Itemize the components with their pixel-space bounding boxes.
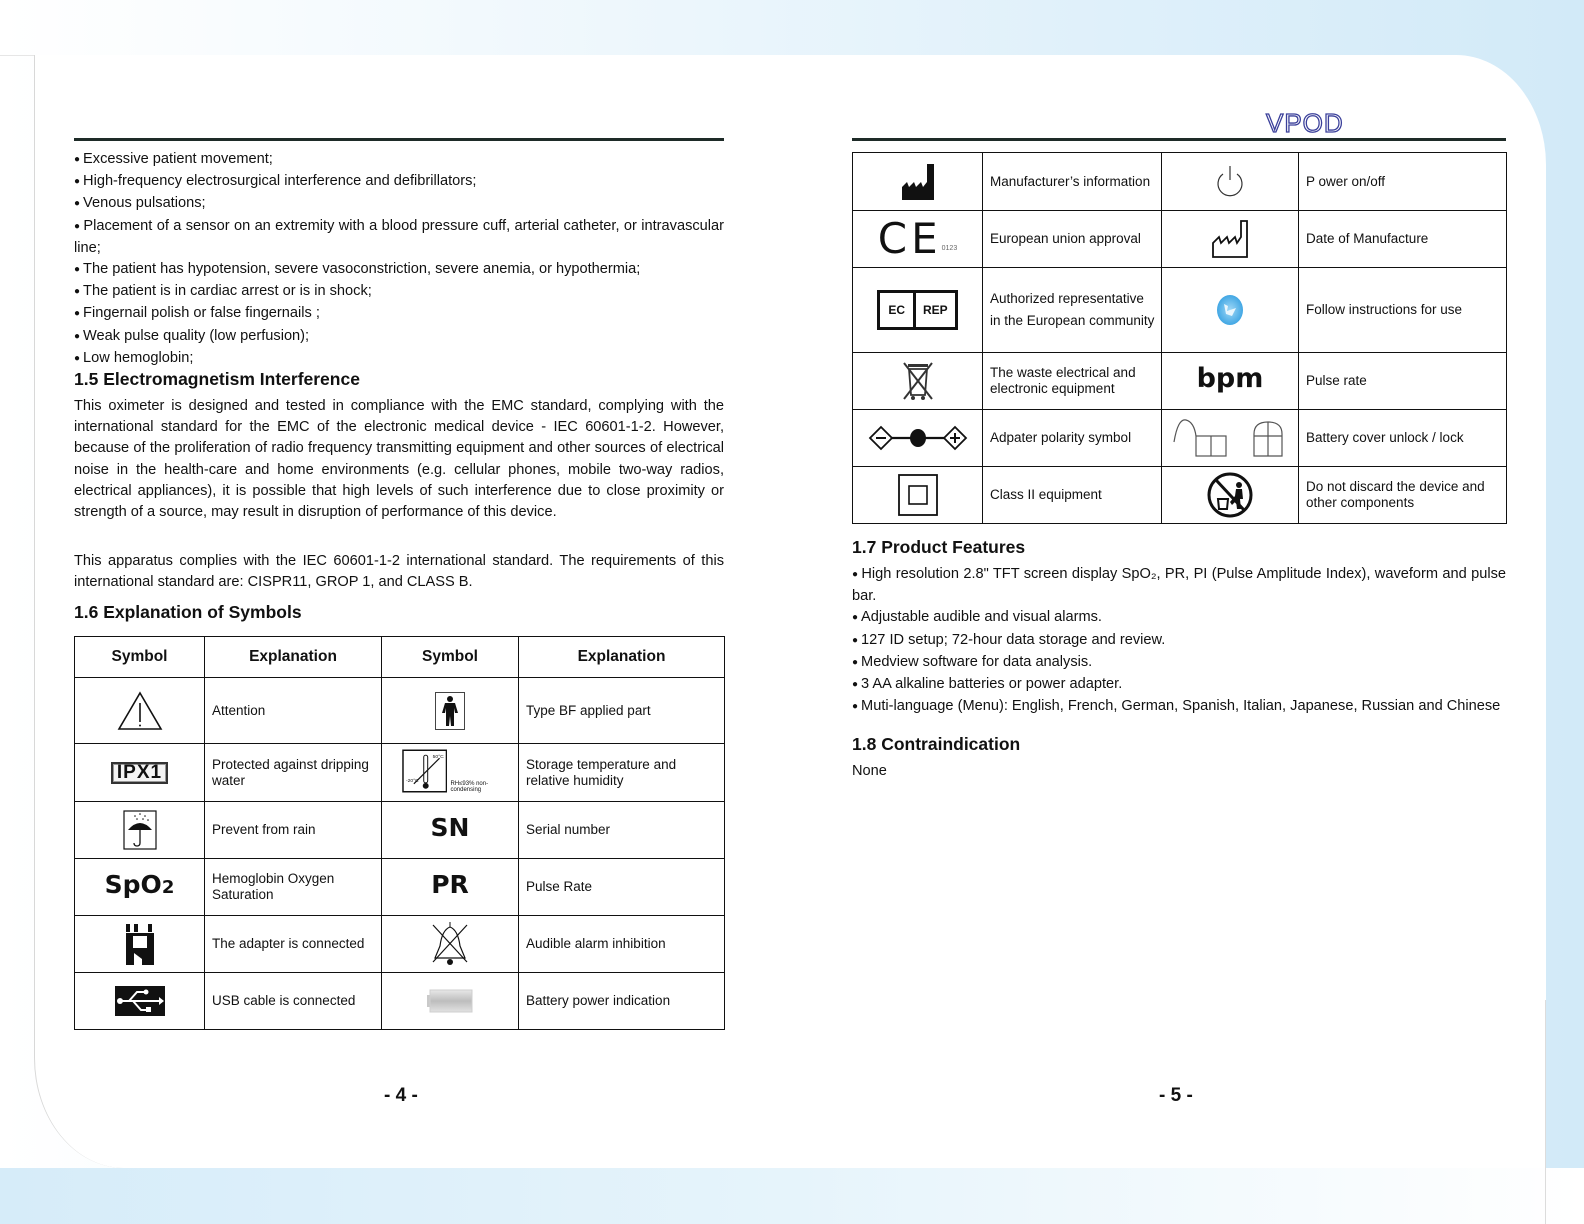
contraindication-text: None <box>852 763 887 779</box>
explanation-text: Adpater polarity symbol <box>983 410 1162 467</box>
list-item: ● Medview software for data analysis. <box>852 652 1506 674</box>
explanation-text: Battery cover unlock / lock <box>1299 410 1507 467</box>
date-of-manufacture-icon <box>1211 231 1249 246</box>
list-item: ● Fingernail polish or false fingernails ; <box>74 303 724 325</box>
explanation-text: Authorized representative in the European community <box>983 268 1162 353</box>
storage-temperature-humidity-icon <box>402 749 518 793</box>
sheet-edge <box>0 55 34 56</box>
explanation-text: P ower on/off <box>1299 153 1507 211</box>
explanation-text: Battery power indication <box>519 973 725 1030</box>
sheet-edge <box>1545 1000 1546 1224</box>
explanation-text: Pulse Rate <box>519 859 725 916</box>
explanation-text: European union approval <box>983 211 1162 268</box>
table-row <box>853 268 1507 353</box>
column-header: Explanation <box>205 637 382 678</box>
column-header: Explanation <box>519 637 725 678</box>
alarm-inhibition-bell-icon <box>430 936 470 951</box>
do-not-discard-icon <box>1206 487 1254 502</box>
explanation-text: Manufacturer’s information <box>983 153 1162 211</box>
table-row <box>853 467 1507 524</box>
vpod-logo: VPOD <box>1266 108 1344 138</box>
explanation-text: Type BF applied part <box>519 678 725 744</box>
power-icon <box>1214 173 1246 188</box>
serial-number-icon: SN <box>430 813 470 842</box>
list-item: ● Excessive patient movement; <box>74 149 724 171</box>
explanation-text: Storage temperature and relative humidity <box>519 744 725 802</box>
table-row <box>853 410 1507 467</box>
ipx1-icon: IPX1 <box>111 762 168 784</box>
symbols-table-left <box>74 636 725 1030</box>
list-item: ● Muti-language (Menu): English, French, German, Spanish, Italian, Japanese, Russian and Chinese <box>852 696 1506 718</box>
adapter-connected-icon <box>124 936 156 951</box>
list-item: ● High-frequency electrosurgical interference and defibrillators; <box>74 171 724 193</box>
section-heading-1-8: 1.8 Contraindication <box>852 734 1021 754</box>
page-number-right: - 5 - <box>1159 1085 1193 1106</box>
explanation-text: Protected against dripping water <box>205 744 382 802</box>
emc-paragraph: This oximeter is designed and tested in compliance with the EMC standard, complying with the international standard for the EMC of the electronic medical device - IEC 60601-1-2. However, because of the proliferation of radio frequency transmitting equipment and other sources of electrical noise in the health-care and home environments (e.g. cellular phones, mobile two-way radios, electrical appliances), it is possible that high levels of such interference due to close proximity or strength of a source, may result in disruption of performance of this device. <box>74 398 724 521</box>
ce-mark-icon: CE 0123 <box>877 214 958 263</box>
follow-instructions-icon <box>1215 302 1245 317</box>
list-item: ● Venous pulsations; <box>74 193 724 215</box>
list-item: ● Placement of a sensor on an extremity with a blood pressure cuff, arterial catheter, or intravascular line; <box>74 216 724 259</box>
explanation-text: Hemoglobin Oxygen Saturation <box>205 859 382 916</box>
explanation-text: Follow instructions for use <box>1299 268 1507 353</box>
list-item: ● 3 AA alkaline batteries or power adapter. <box>852 674 1506 696</box>
explanation-text: Serial number <box>519 802 725 859</box>
humidity-label: RH≤93% non-condensing <box>450 780 489 793</box>
explanation-text: Pulse rate <box>1299 353 1507 410</box>
table-row <box>853 153 1507 211</box>
table-row <box>75 678 725 744</box>
explanation-text: Attention <box>205 678 382 744</box>
explanation-text: USB cable is connected <box>205 973 382 1030</box>
svg-text:-20°C: -20°C <box>405 778 419 784</box>
column-header: Symbol <box>75 637 205 678</box>
table-header-row <box>75 637 725 678</box>
section-heading-1-6: 1.6 Explanation of Symbols <box>74 602 302 622</box>
list-item: ● Adjustable audible and visual alarms. <box>852 607 1506 629</box>
manufacturer-factory-icon <box>901 173 935 188</box>
explanation-text: Prevent from rain <box>205 802 382 859</box>
section-heading-1-7: 1.7 Product Features <box>852 537 1026 557</box>
explanation-text: Do not discard the device and other components <box>1299 467 1507 524</box>
ec-rep-icon: EC REP <box>877 290 957 330</box>
list-item: ● The patient has hypotension, severe vasoconstriction, severe anemia, or hypothermia; <box>74 259 724 281</box>
page-number-left: - 4 - <box>384 1085 418 1106</box>
section-heading-1-5: 1.5 Electromagnetism Interference <box>74 369 360 389</box>
table-row <box>853 211 1507 268</box>
table-row <box>75 859 725 916</box>
class-ii-icon <box>898 487 938 502</box>
type-bf-applied-part-icon <box>435 702 465 717</box>
table-row <box>75 973 725 1030</box>
list-item: ● The patient is in cardiac arrest or is in shock; <box>74 281 724 303</box>
svg-text:50°C: 50°C <box>432 754 444 760</box>
attention-triangle-icon <box>116 702 164 717</box>
table-row <box>75 802 725 859</box>
weee-bin-icon <box>900 373 936 388</box>
header-rule-left <box>74 138 724 141</box>
battery-icon <box>427 993 473 1008</box>
list-item: ● High resolution 2.8" TFT screen display SpO₂, PR, PI (Pulse Amplitude Index), waveform and pulse bar. <box>852 564 1506 607</box>
page-background-bottom <box>0 1168 1584 1224</box>
explanation-text: Audible alarm inhibition <box>519 916 725 973</box>
list-item: ● Weak pulse quality (low perfusion); <box>74 326 724 348</box>
bpm-icon: bpm <box>1196 363 1264 394</box>
umbrella-rain-icon <box>123 822 157 837</box>
spo2-icon: SpO2 <box>104 870 175 899</box>
list-item: ● Low hemoglobin; <box>74 348 724 370</box>
column-header: Symbol <box>382 637 519 678</box>
header-rule-right <box>852 138 1506 141</box>
iec-paragraph: This apparatus complies with the IEC 60601-1-2 international standard. The requirements of this international standard are: CISPR11, GROP 1, and CLASS B. <box>74 553 724 591</box>
battery-cover-lock-icon <box>1172 430 1288 445</box>
table-row <box>75 916 725 973</box>
list-item: ● 127 ID setup; 72-hour data storage and review. <box>852 630 1506 652</box>
symbols-table-right <box>852 152 1507 524</box>
table-row <box>75 744 725 802</box>
explanation-text: The adapter is connected <box>205 916 382 973</box>
explanation-text: Class II equipment <box>983 467 1162 524</box>
product-features-list <box>852 564 1506 718</box>
table-row <box>853 353 1507 410</box>
pulse-rate-icon: PR <box>431 870 469 899</box>
explanation-text: The waste electrical and electronic equipment <box>983 353 1162 410</box>
adapter-polarity-icon <box>868 430 968 445</box>
explanation-text: Date of Manufacture <box>1299 211 1507 268</box>
usb-icon <box>115 993 165 1008</box>
interference-factors-list <box>74 149 724 370</box>
